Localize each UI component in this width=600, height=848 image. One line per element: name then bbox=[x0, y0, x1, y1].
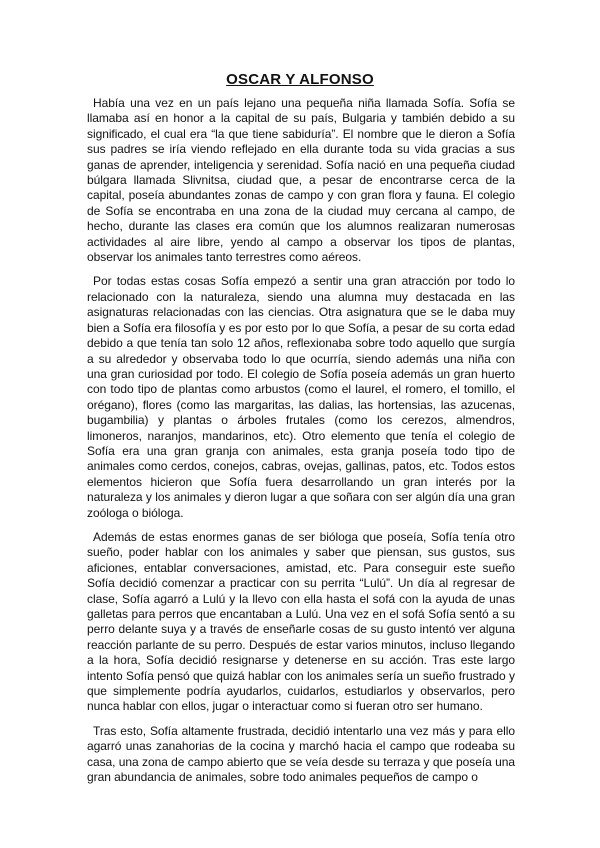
paragraph-3: Además de estas enormes ganas de ser bióloga que poseía, Sofía tenía otro sueño, poder hablar con los animales y saber que piensan, sus gustos, sus aficiones, entablar conversaciones, amistad, etc. Para conseguir este sueño Sofía decidió comenzar a practicar con su perrita “Lulú”. Un día al regresar de clase, Sofía agarró a Lulú y la llevo con ella hasta el sofá con la ayuda de unas galletas para perros que encantaban a Lulú. Una vez en el sofá Sofía sentó a su perro delante suya y a través de enseñarle cosas de su gusto intentó ver alguna reacción parlante de su perro. Después de estar varios minutos, incluso llegando a la hora, Sofía decidió resignarse y detenerse en su acción. Tras este largo intento Sofía pensó que quizá hablar con los animales sería un sueño frustrado y que simplemente podría ayudarlos, cuidarlos, estudiarlos y observarlos, pero nunca hablar con ellos, jugar o interactuar como si fueran otro ser humano. bbox=[87, 529, 515, 714]
document-body bbox=[87, 96, 515, 794]
document-title: OSCAR Y ALFONSO bbox=[226, 71, 374, 88]
paragraph-4: Tras esto, Sofía altamente frustrada, decidió intentarlo una vez más y para ello agarró unas zanahorias de la cocina y marchó hacia el campo que rodeaba su casa, una zona de campo abierto que se veía desde su terraza y que poseía una gran abundancia de animales, sobre todo animales pequeños de campo o bbox=[87, 723, 515, 785]
paragraph-2: Por todas estas cosas Sofía empezó a sentir una gran atracción por todo lo relacionado con la naturaleza, siendo una alumna muy destacada en las asignaturas relacionadas con las ciencias. Otra asignatura que se le daba muy bien a Sofía era filosofía y es por esto por lo que Sofía, a pesar de su corta edad debido a que tenía tan solo 12 años, reflexionaba sobre todo aquello que surgía a su alrededor y observaba todo lo que ocurría, siendo además una niña con una gran curiosidad por todo. El colegio de Sofía poseía además un gran huerto con todo tipo de plantas como arbustos (como el laurel, el romero, el tomillo, el orégano), flores (como las margaritas, las dalias, las hortensias, las azucenas, bugambilia) y plantas o árboles frutales (como los cerezos, almendros, limoneros, naranjos, mandarinos, etc). Otro elemento que tenía el colegio de Sofía era una gran granja con animales, esta granja poseía todo tipo de animales como cerdos, conejos, cabras, ovejas, gallinas, patos, etc. Todos estos elementos hicieron que Sofía fuera desarrollando un gran interés por la naturaleza y los animales y dieron lugar a que soñara con ser algún día una gran zoóloga o bióloga. bbox=[87, 274, 515, 520]
paragraph-1: Había una vez en un país lejano una pequeña niña llamada Sofía. Sofía se llamaba así en honor a la capital de su país, Bulgaria y también debido a su significado, el cual era “la que tiene sabiduría”. El nombre que le dieron a Sofía sus padres se iría viendo reflejado en ella durante toda su vida gracias a sus ganas de aprender, inteligencia y serenidad. Sofía nació en una pequeña ciudad búlgara llamada Slivnitsa, ciudad que, a pesar de encontrarse cerca de la capital, poseía abundantes zonas de campo y con gran flora y fauna. El colegio de Sofía se encontraba en una zona de la ciudad muy cercana al campo, de hecho, durante las clases era común que los alumnos realizaran numerosas actividades al aire libre, yendo al campo a observar los tipos de plantas, observar los animales tanto terrestres como aéreos. bbox=[87, 96, 515, 265]
